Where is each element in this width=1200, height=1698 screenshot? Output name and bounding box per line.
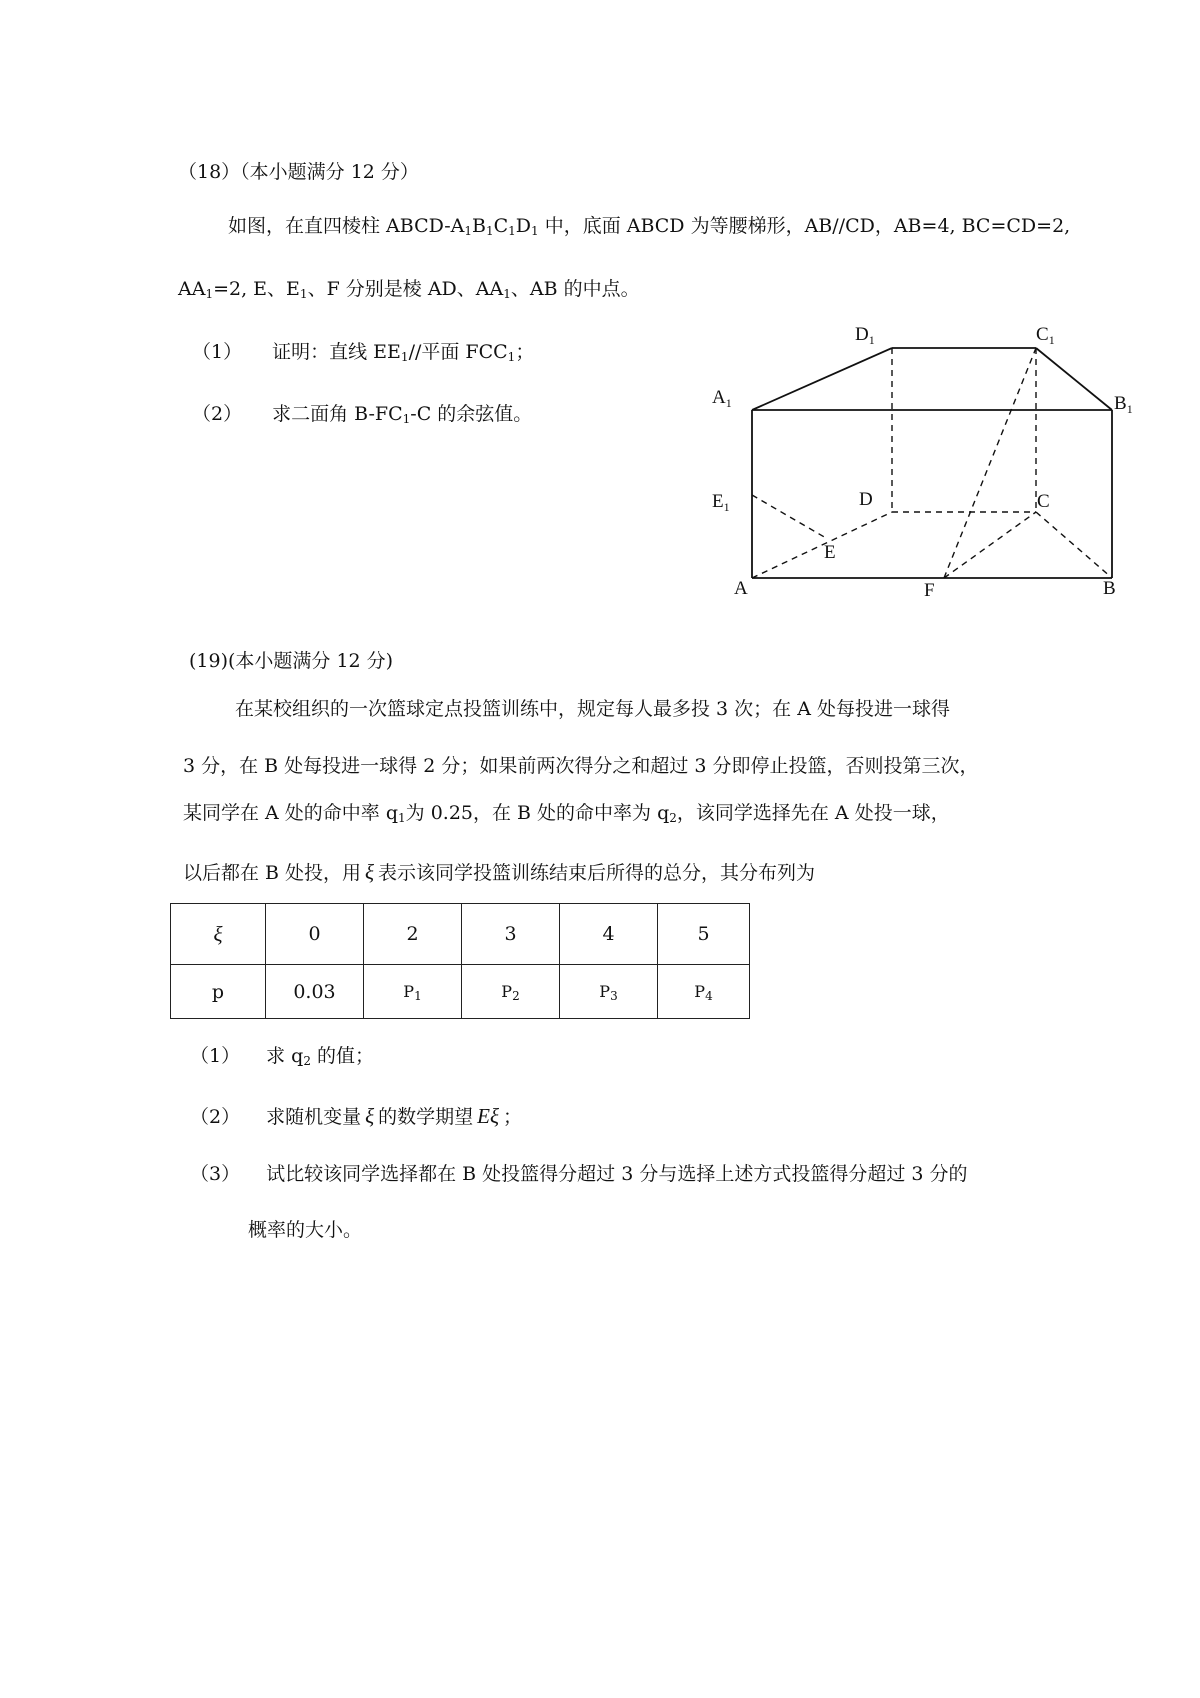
table-cell: $P_3$ (560, 965, 658, 1019)
q19-part2: （2） 求随机变量 ξ 的数学期望 Eξ ； (190, 1104, 523, 1128)
q19-line4: 以后都在 B 处投，用 ξ 表示该同学投篮训练结束后所得的总分，其分布列为 (183, 860, 816, 884)
part-number: （3） (190, 1163, 241, 1185)
q19-part1: （1） 求 $q_2$ 的值； (190, 1045, 375, 1068)
edge-A-D (752, 512, 892, 578)
label-C1: $C_1$ (1036, 324, 1055, 347)
table-cell: $P_1$ (364, 965, 462, 1019)
label-D1: $D_1$ (855, 324, 875, 347)
segment-E1-E (752, 495, 826, 538)
xi-symbol: ξ (365, 860, 375, 884)
edge-C-B (1036, 512, 1112, 578)
label-F: F (924, 580, 935, 600)
table-cell: 3 (462, 904, 560, 965)
label-A: A (734, 578, 748, 599)
label-E1: $E_1$ (712, 491, 730, 514)
q18-part2: （2） 求二面角 $B-FC_1-C$ 的余弦值。 (192, 403, 533, 426)
part-number: （1） (190, 1045, 241, 1067)
q19-header: (19)(本小题满分 12 分) (189, 650, 394, 672)
q19-line1: 在某校组织的一次篮球定点投篮训练中，规定每人最多投 3 次；在 A 处每投进一球得 (235, 698, 950, 720)
distribution-table (170, 903, 750, 1019)
table-cell: 5 (658, 904, 750, 965)
table-row (171, 965, 750, 1019)
table-cell: 2 (364, 904, 462, 965)
table-cell: ξ (171, 904, 266, 965)
table-cell: $P_2$ (462, 965, 560, 1019)
table-cell: 0 (266, 904, 364, 965)
q18-stem-line1: 如图，在直四棱柱 ABCD-$A_1B_1C_1D_1$ 中，底面 ABCD 为等腰梯形，AB//CD，AB=4, BC=CD=2, (228, 215, 1071, 238)
part-number: （2） (190, 1106, 241, 1128)
edge-A1-D1 (752, 348, 892, 410)
prism-figure (0, 0, 1200, 600)
expectation-symbol: Eξ (477, 1104, 499, 1128)
table-cell: 4 (560, 904, 658, 965)
segment-F-C1 (944, 348, 1036, 578)
label-B: B (1103, 578, 1116, 599)
table-row (171, 904, 750, 965)
label-D: D (859, 489, 873, 510)
q18-header: （18）（本小题满分 12 分） (178, 161, 419, 183)
table-cell: p (171, 965, 266, 1019)
q19-line2: 3 分，在 B 处每投进一球得 2 分；如果前两次得分之和超过 3 分即停止投篮，否则投第三次， (183, 755, 979, 777)
label-E: E (824, 542, 836, 563)
label-C: C (1037, 491, 1050, 512)
q19-line3: 某同学在 A 处的命中率 $q_1$为 0.25，在 B 处的命中率为 $q_2$，该同学选择先在 A 处投一球， (183, 802, 950, 825)
q18-stem-line2: $AA_1=2$, E、$E_1$、F 分别是棱 AD、$AA_1$、AB 的中点。 (178, 278, 640, 301)
table-cell: $P_4$ (658, 965, 750, 1019)
table-cell: 0.03 (266, 965, 364, 1019)
q19-part3-cont: 概率的大小。 (248, 1219, 363, 1241)
q18-part1: （1） 证明：直线 $EE_1//$平面 $FCC_1$； (192, 341, 535, 364)
edge-C1-B1 (1036, 348, 1112, 410)
part-number: （1） (192, 341, 243, 363)
label-B1: $B_1$ (1114, 393, 1133, 416)
label-A1: $A_1$ (712, 387, 732, 410)
part-number: （2） (192, 403, 243, 425)
q19-part3: （3） 试比较该同学选择都在 B 处投篮得分超过 3 分与选择上述方式投篮得分超过 3 分的 (190, 1163, 968, 1185)
